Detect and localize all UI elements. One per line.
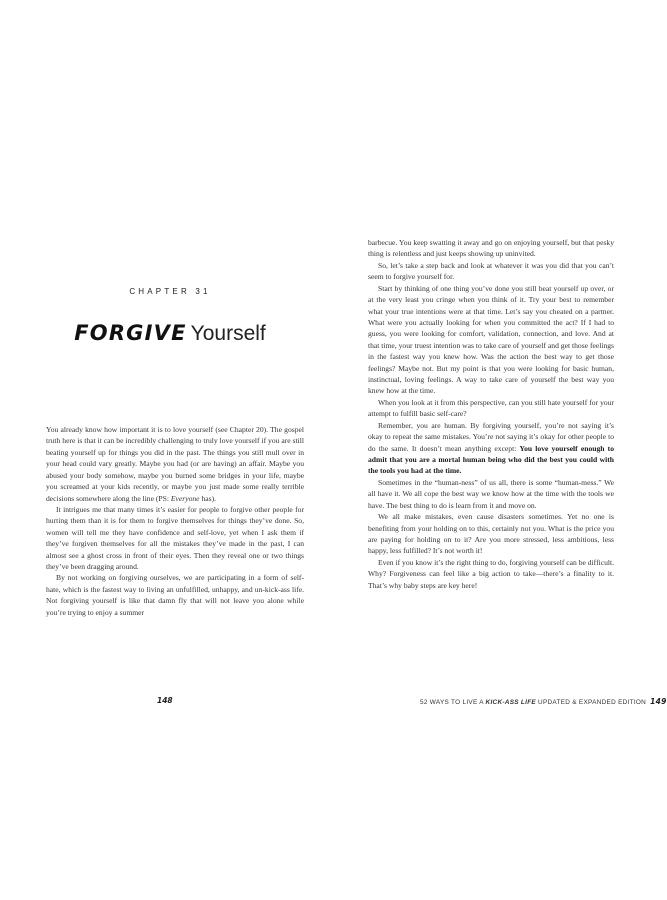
bold-statement: You love yourself enough to admit that you are a mortal human being who did the best you could with the tools you had at the time. bbox=[368, 443, 614, 476]
footer-text-start: 52 WAYS TO LIVE A bbox=[420, 699, 486, 706]
body-paragraph: It intrigues me that many times it’s easier for people to forgive other people for hurting them than it is for them to forgive themselves for things they’ve done. So, women will tell me they have confidence and self-love, yet when I ask them if they’ve forgiven themselves for all the mistakes they’ve made in the past, I can almost see a ghost cross in front of their eyes. Then they reveal one or two things they’ve been dragging around. bbox=[46, 504, 304, 572]
body-paragraph: Start by thinking of one thing you’ve done you still beat yourself up over, or at the very least you cringe when you think of it. Try your best to remember what your true intentions were at that time. Let’s say you cheated on a partner. What were you actually looking for when you committed the act? If I had to guess, you were looking for comfort, validation, connection, and love. And at that time, your truest intention was to take care of yourself and get those feelings in the fastest way you knew how. Was the action the best way to get those feelings? Maybe not. But my point is that you were looking for basic human, instinctual, loving feelings. A way to take care of yourself the best way you knew how at the time. bbox=[368, 283, 614, 396]
paragraph-text: Remember, you are human. By forgiving yourself, you’re not saying it’s okay to repeat the same mistakes. You’re not saying it’s okay for other people to do the same. It doesn’t mean anything except: bbox=[368, 420, 614, 453]
paragraph-text: You already know how important it is to love yourself (see Chapter 20). The gospel truth here is that it can be incredibly challenging to truly love yourself if you are still beating yourself up for things you did in the past. The things you still mull over in your head could vary greatly. Maybe you had (or are having) an affair. Maybe you abused your body somehow, maybe you burned some bridges in your life, maybe you screamed at your kids recently, or maybe you just made some really terrible decisions somewhere along the line bbox=[46, 425, 304, 503]
body-paragraph: When you look at it from this perspective, can you still hate yourself for your attempt to fulfill basic self-care? bbox=[368, 397, 614, 419]
aside-emphasis: Everyone bbox=[170, 493, 200, 503]
running-footer bbox=[420, 697, 667, 706]
body-paragraph: We all make mistakes, even cause disasters sometimes. Yet no one is benefiting from your holding on to this, certainly not you. What is the price you are paying for holding on to it? Are you more stressed, less ambitious, less happy, less fulfilled? It’s not worth it! bbox=[368, 512, 614, 556]
page-number-right: 149 bbox=[650, 697, 667, 706]
aside-open: (PS: bbox=[153, 493, 171, 503]
footer-text-end: UPDATED & EXPANDED EDITION bbox=[535, 699, 647, 706]
chapter-title-bold: FORGIVE bbox=[74, 321, 187, 345]
body-paragraph bbox=[46, 424, 304, 504]
footer-brand: KICK-ASS LIFE bbox=[485, 699, 536, 706]
body-paragraph: Even if you know it’s the right thing to do, forgiving yourself can be difficult. Why? Forgiveness can feel like a big action to take—there’s a finality to it. That’s why baby steps are key here! bbox=[368, 557, 614, 590]
aside-close: has). bbox=[199, 493, 216, 503]
page-number-left: 148 bbox=[157, 696, 173, 705]
body-paragraph: By not working on forgiving ourselves, we are participating in a form of self-hate, which is the fastest way to living an unfulfilled, unhappy, and un-kick-ass life. Not forgiving yourself is like that damn fly that will not leave you alone while you’re trying to enjoy a summer bbox=[46, 573, 304, 617]
chapter-title bbox=[40, 318, 300, 351]
right-body-text bbox=[368, 237, 614, 591]
body-paragraph: Sometimes in the “human-ness” of us all, there is some “human-mess.” We all have it. We all cope the best way we know how at the time with the tools we have. The best thing to do is learn from it and move on. bbox=[368, 477, 614, 510]
body-paragraph bbox=[368, 420, 614, 477]
left-body-text bbox=[46, 424, 304, 618]
body-paragraph: So, let’s take a step back and look at whatever it was you did that you can’t seem to forgive yourself for. bbox=[368, 260, 614, 282]
chapter-label: CHAPTER 31 bbox=[129, 287, 211, 296]
chapter-title-rest: Yourself bbox=[190, 322, 266, 345]
left-page bbox=[0, 0, 330, 900]
body-paragraph: barbecue. You keep swatting it away and go on enjoying yourself, but that pesky thing is relentless and just keeps showing up uninvited. bbox=[368, 238, 614, 259]
